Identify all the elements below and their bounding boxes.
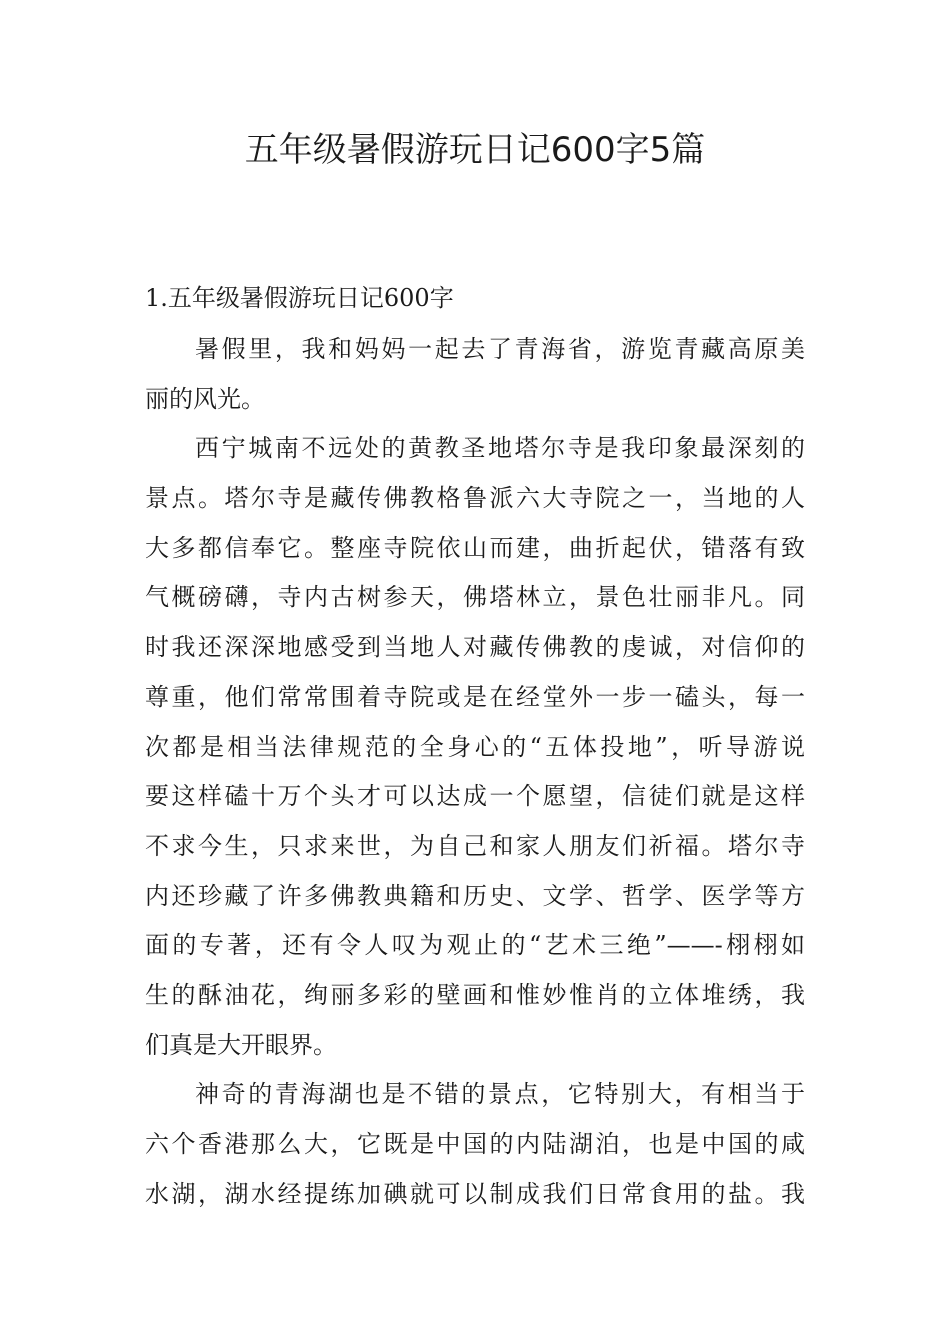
text-line: 神奇的青海湖也是不错的景点，它特别大，有相当于	[195, 1080, 805, 1109]
text-line: 不求今生，只求来世，为自己和家人朋友们祈福。塔尔寺	[145, 831, 805, 860]
paragraph	[145, 424, 805, 1070]
text-line: 尊重，他们常常围着寺院或是在经堂外一步一磕头，每一	[145, 682, 805, 711]
text-line: 六个香港那么大，它既是中国的内陆湖泊，也是中国的咸	[145, 1130, 805, 1158]
text-line: 们真是大开眼界。	[145, 1030, 337, 1059]
text-line: 大多都信奉它。整座寺院依山而建，曲折起伏，错落有致	[145, 533, 805, 562]
text-line: 时我还深深地感受到当地人对藏传佛教的虔诚，对信仰的	[145, 633, 805, 662]
text-line: 内还珍藏了许多佛教典籍和历史、文学、哲学、医学等方	[145, 881, 805, 910]
text-line: 生的酥油花，绚丽多彩的壁画和惟妙惟肖的立体堆绣，我	[145, 980, 805, 1009]
text-line: 丽的风光。	[145, 384, 265, 413]
text-line: 面的专著，还有令人叹为观止的“艺术三绝”——-栩栩如	[145, 931, 805, 960]
document-body	[145, 325, 805, 1219]
paragraph	[145, 325, 805, 424]
document-title: 五年级暑假游玩日记600字5篇	[244, 130, 706, 170]
text-line: 暑假里，我和妈妈一起去了青海省，游览青藏高原美	[195, 335, 805, 363]
text-line: 要这样磕十万个头才可以达成一个愿望，信徒们就是这样	[145, 782, 805, 811]
paragraph	[145, 1070, 805, 1219]
text-line: 景点。塔尔寺是藏传佛教格鲁派六大寺院之一，当地的人	[145, 484, 805, 513]
text-line: 气概磅礴，寺内古树参天，佛塔林立，景色壮丽非凡。同	[145, 583, 805, 612]
section-heading: 1.五年级暑假游玩日记600字	[145, 284, 454, 312]
text-line: 次都是相当法律规范的全身心的“五体投地”，听导游说	[145, 732, 805, 761]
text-line: 西宁城南不远处的黄教圣地塔尔寺是我印象最深刻的	[195, 434, 805, 463]
text-line: 水湖，湖水经提练加碘就可以制成我们日常食用的盐。我	[145, 1179, 805, 1208]
